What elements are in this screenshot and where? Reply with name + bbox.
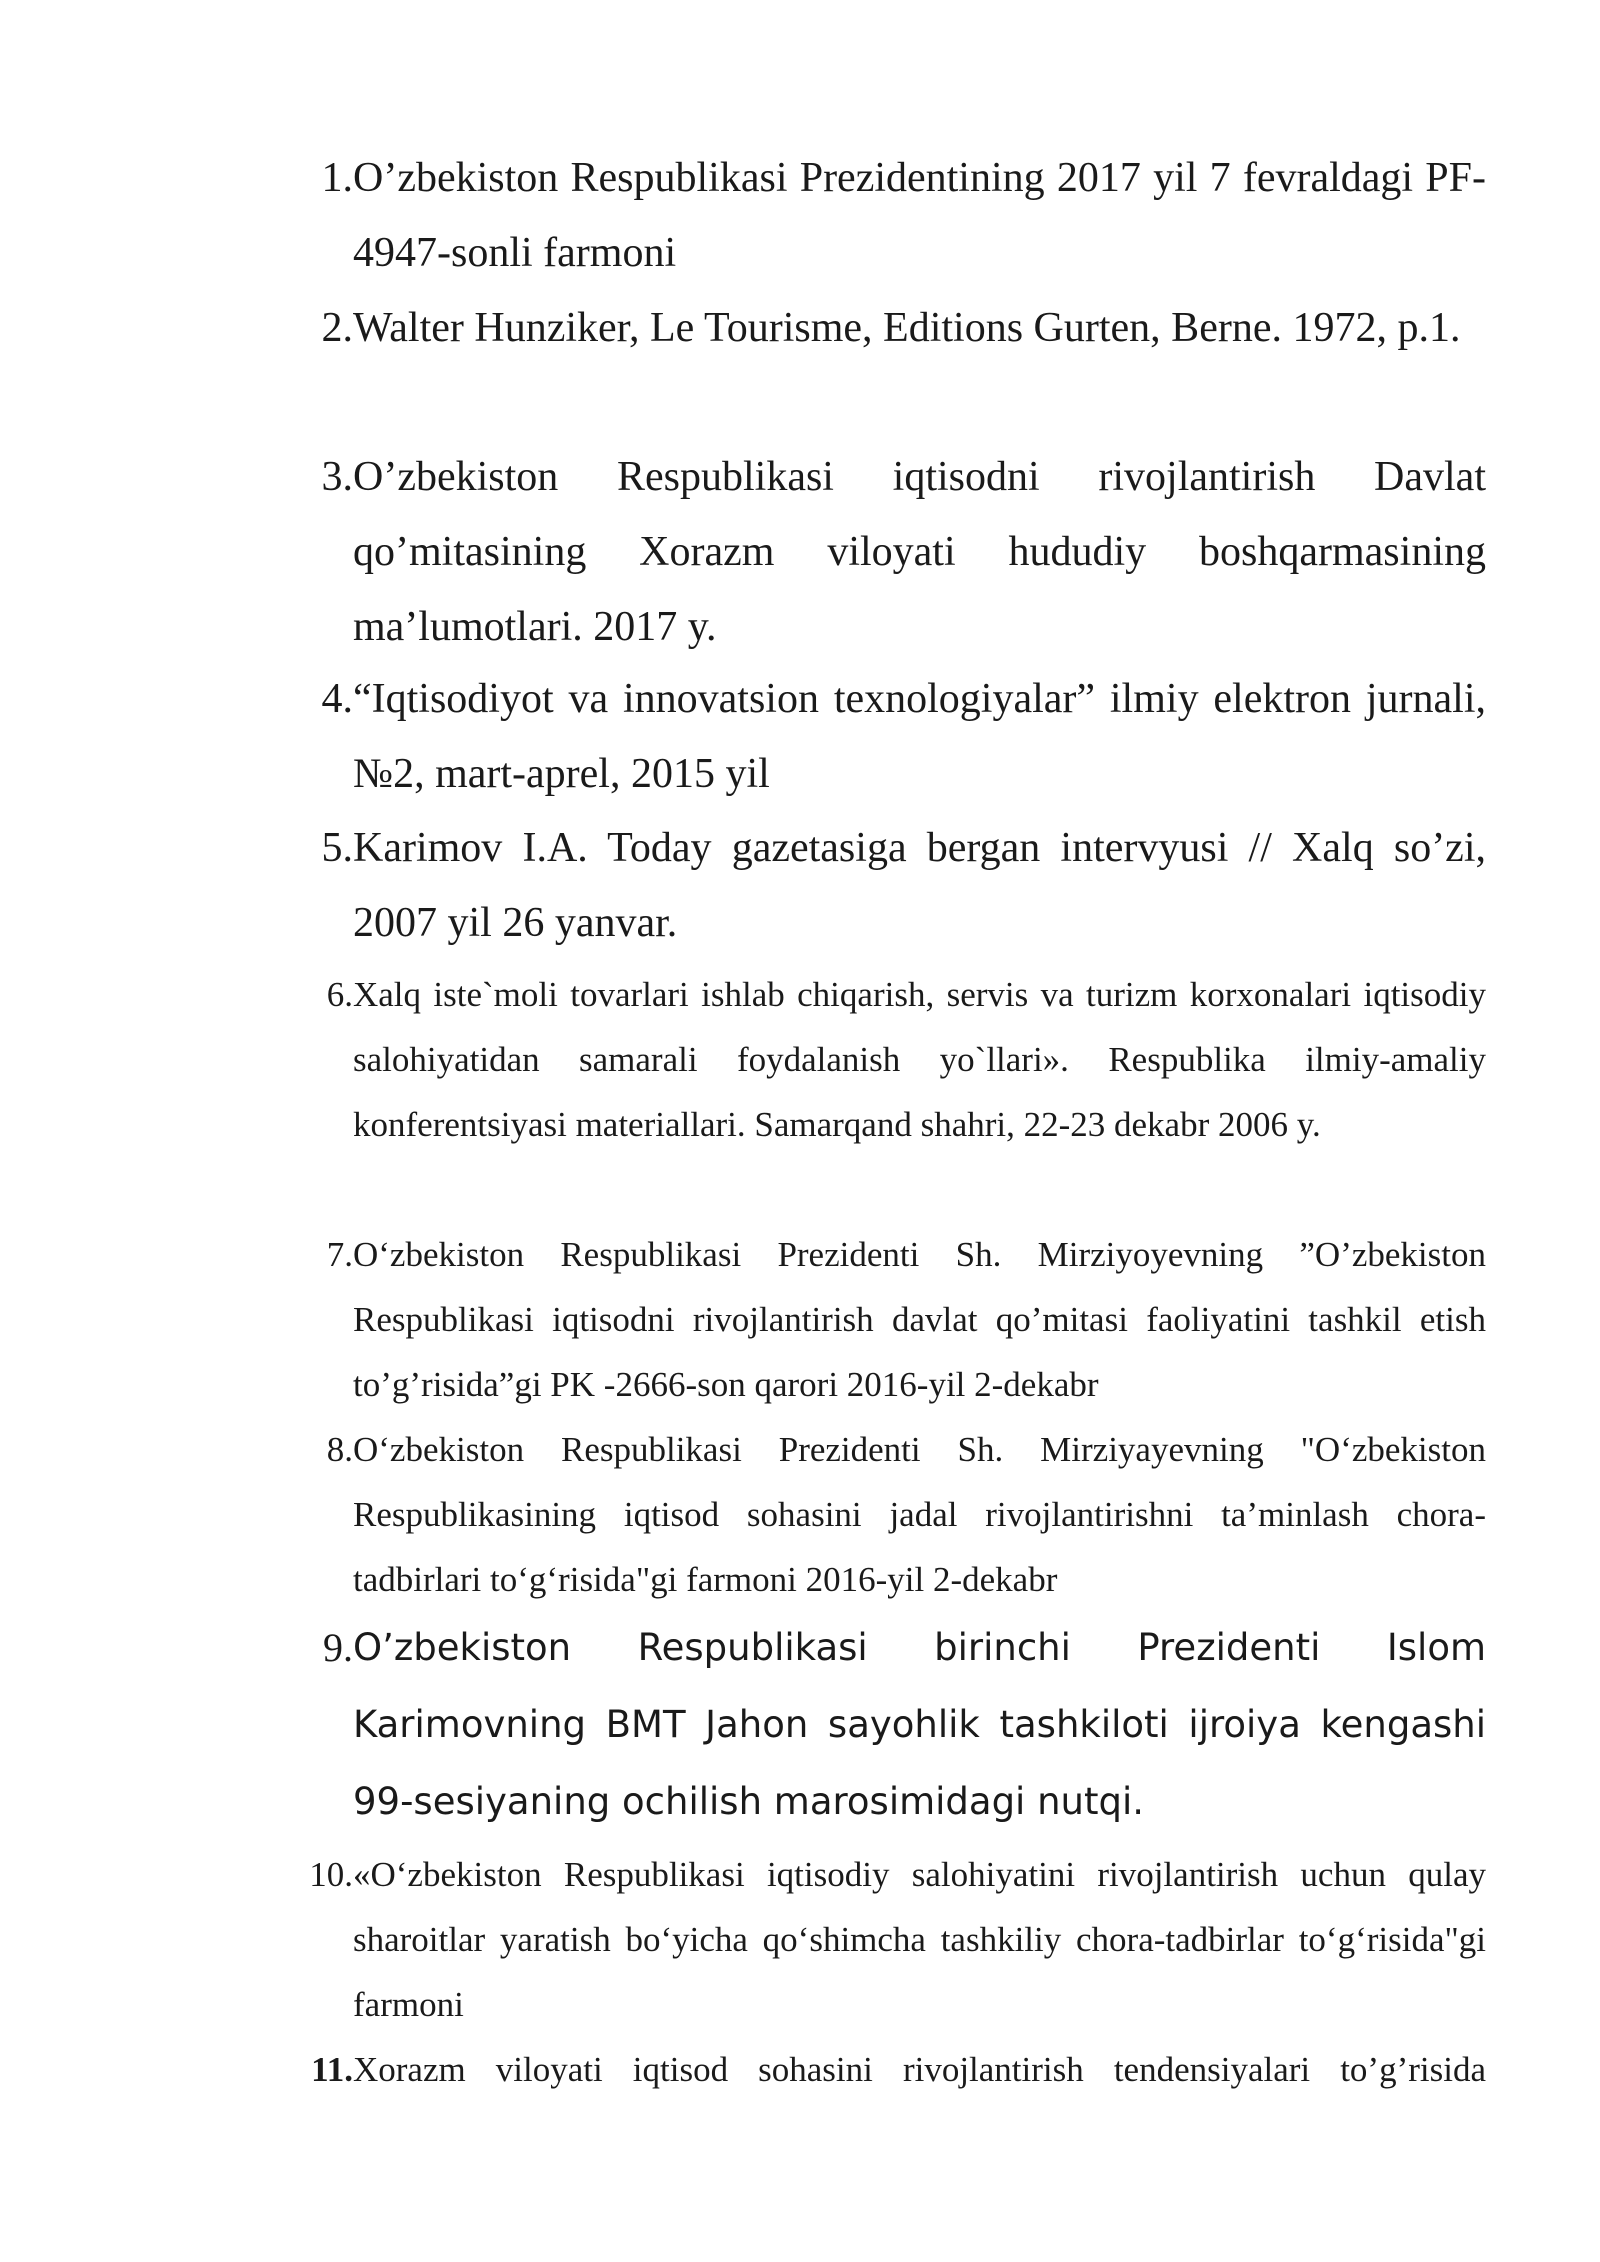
reference-number: 10. [309, 1855, 353, 1894]
reference-item [290, 141, 1486, 291]
reference-number: 4. [321, 676, 353, 722]
reference-item [290, 1842, 1486, 2037]
reference-item [290, 962, 1486, 1157]
reference-text: O‘zbekiston Respublikasi Prezidenti Sh. Mirziyoyevning ”O’zbekiston Respublikasi iqtisodni rivojlantirish davlat qo’mitasi faoliyatini tashkil etish to’g’risida”gi PK -2666-son qarori 2016-yil 2-dekabr [353, 1235, 1486, 1404]
reference-number: 6. [326, 975, 353, 1014]
reference-item [290, 1222, 1486, 1417]
reference-text: «O‘zbekiston Respublikasi iqtisodiy salohiyatini rivojlantirish uchun qulay sharoitlar yaratish bo‘yicha qo‘shimcha tashkiliy chora-tadbirlar to‘g‘risida"gi farmoni [353, 1855, 1486, 2024]
reference-item [290, 662, 1486, 812]
reference-number: 7. [326, 1235, 353, 1274]
reference-number: 5. [321, 825, 353, 871]
reference-number: 2. [321, 305, 353, 351]
reference-item [290, 1609, 1486, 1840]
reference-text: O‘zbekiston Respublikasi Prezidenti Sh. Mirziyayevning "O‘zbekiston Respublikasining iqtisod sohasini jadal rivojlantirishni ta’minlash chora-tadbirlari to‘g‘risida"gi farmoni 2016-yil 2-dekabr [353, 1430, 1486, 1599]
reference-number: 8. [326, 1430, 353, 1469]
reference-text: Walter Hunziker, Le Tourisme, Editions Gurten, Berne. 1972, p.1. [353, 305, 1461, 351]
reference-item [290, 811, 1486, 961]
reference-text: O’zbekiston Respublikasi iqtisodni rivojlantirish Davlat qo’mitasining Xorazm viloyati hududiy boshqarmasining ma’lumotlari. 2017 y. [353, 454, 1486, 650]
reference-text: O’zbekiston Respublikasi birinchi Prezidenti Islom Karimovning BMT Jahon sayohlik tashkiloti ijroiya kengashi 99-sesiyaning ochilish marosimidagi nutqi. [353, 1626, 1486, 1823]
reference-text: Xalq iste`moli tovarlari ishlab chiqarish, servis va turizm korxonalari iqtisodiy salohiyatidan samarali foydalanish yo`llari». Respublika ilmiy-amaliy konferentsiyasi materiallari. Samarqand shahri, 22-23 dekabr 2006 y. [353, 975, 1486, 1144]
reference-item [290, 291, 1486, 366]
reference-number: 11. [311, 2050, 353, 2089]
reference-item [290, 1417, 1486, 1612]
reference-number: 1. [321, 155, 353, 201]
reference-text: Xorazm viloyati iqtisod sohasini rivojlantirish tendensiyalari to’g’risida [353, 2050, 1486, 2089]
reference-item [290, 2037, 1486, 2102]
reference-text: Karimov I.A. Today gazetasiga bergan intervyusi // Xalq so’zi, 2007 yil 26 yanvar. [353, 825, 1486, 946]
reference-number: 9. [323, 1625, 353, 1670]
reference-text: O’zbekiston Respublikasi Prezidentining 2017 yil 7 fevraldagi PF-4947-sonli farmoni [353, 155, 1486, 276]
reference-number: 3. [321, 454, 353, 500]
reference-text: “Iqtisodiyot va innovatsion texnologiyalar” ilmiy elektron jurnali, №2, mart-aprel, 2015 yil [353, 676, 1486, 797]
reference-item [290, 440, 1486, 665]
